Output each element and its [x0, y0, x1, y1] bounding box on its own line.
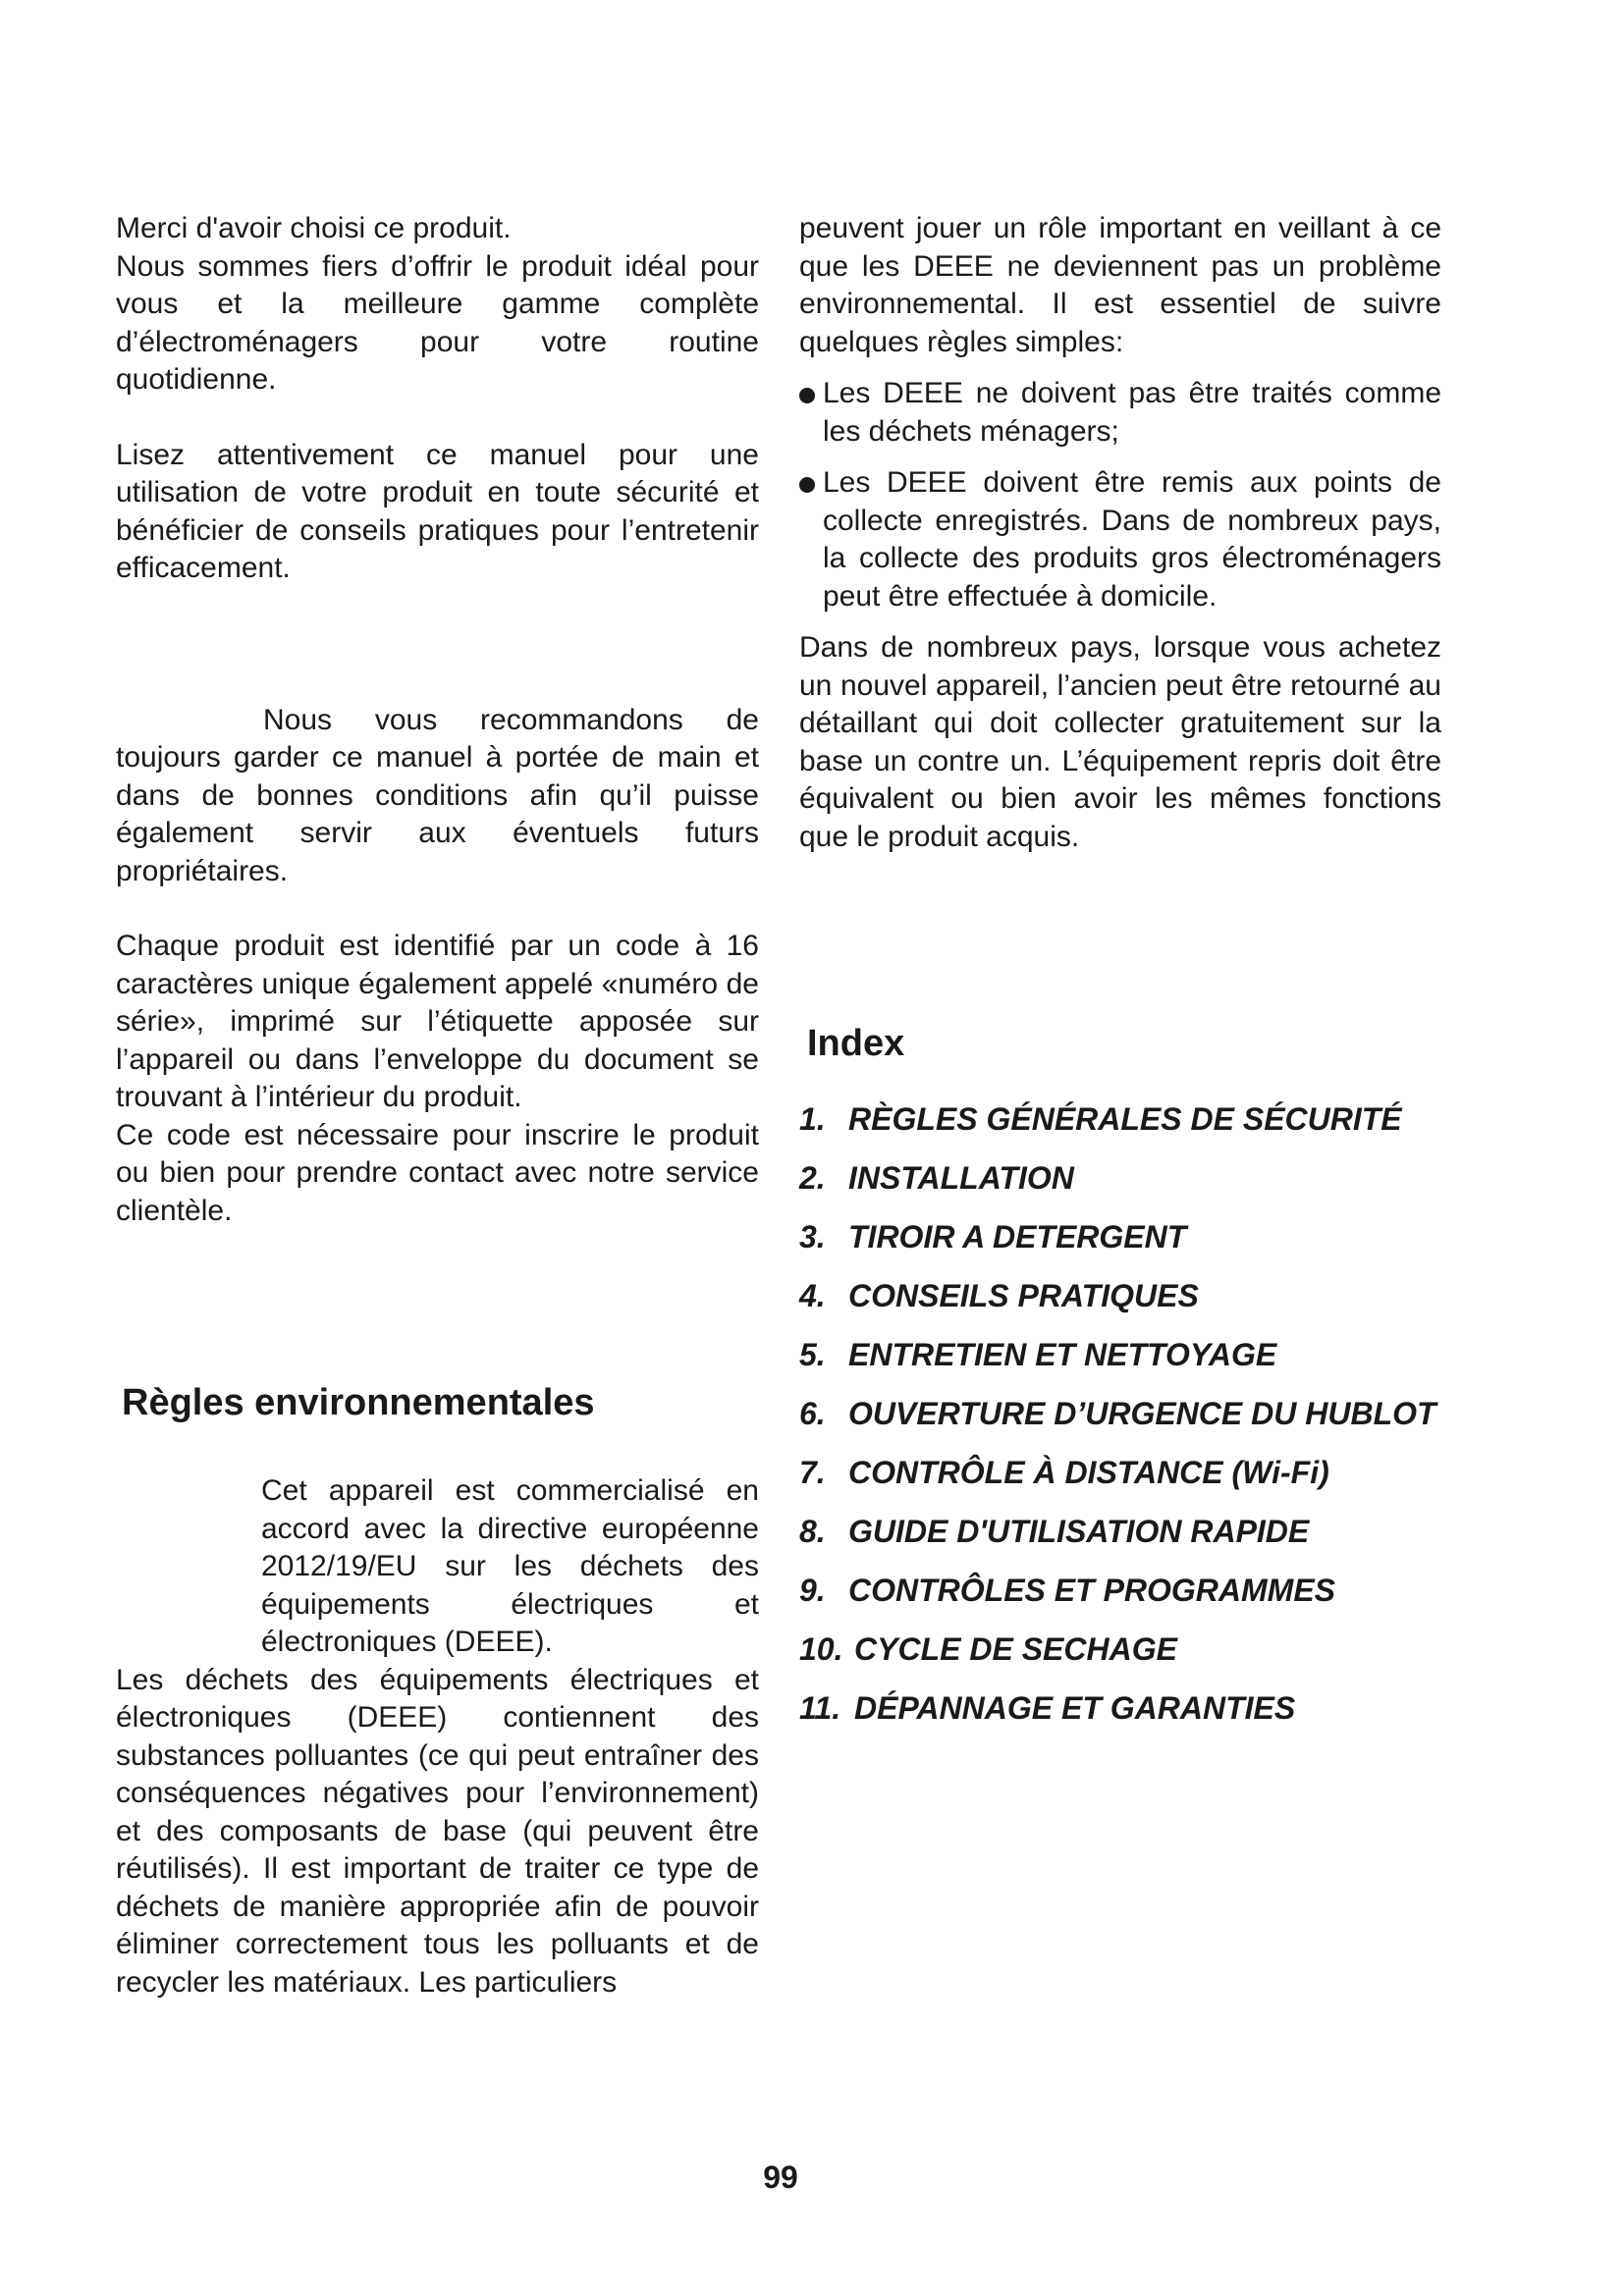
bullet-text: Les DEEE doivent être remis aux points de collecte enregistrés. Dans de nombreux pays, la collecte des produits gros électroménagers peut être effectuée à domicile. [823, 466, 1441, 613]
environment-body: Les déchets des équipements électriques et électroniques (DEEE) contiennent des substances polluantes (ce qui peut entraîner des conséquences négatives pour l’environnement) et des composants de base (qui peuvent être réutilisés). Il est important de traiter ce type de déchets de manière appropriée afin de pouvoir éliminer correctement tous les polluants et de recycler les matériaux. Les particuliers [116, 1663, 759, 1999]
bullet-item [799, 375, 1441, 451]
index-item[interactable]: 3. TIROIR A DETERGENT [799, 1219, 1187, 1255]
index-item[interactable]: 4. CONSEILS PRATIQUES [799, 1278, 1199, 1313]
serial-code-usage-paragraph: Ce code est nécessaire pour inscrire le produit ou bien pour prendre contact avec notre service clientèle. [116, 1118, 759, 1227]
keep-manual-paragraph: Nous vous recommandons de toujours garder ce manuel à portée de main et dans de bonnes conditions afin qu’il puisse également servir aux éventuels futurs propriétaires. [116, 703, 759, 887]
serial-number-paragraph: Chaque produit est identifié par un code à 16 caractères unique également appelé «numéro de série», imprimé sur l’étiquette apposée sur l’appareil ou dans l’enveloppe du document se trouvant à l’intérieur du produit. [116, 930, 759, 1113]
environment-section [116, 1472, 759, 2002]
bullet-icon [799, 388, 815, 403]
index-item[interactable]: 7. CONTRÔLE À DISTANCE (Wi-Fi) [799, 1455, 1329, 1490]
take-back-paragraph: Dans de nombreux pays, lorsque vous achetez un nouvel appareil, l’ancien peut être retourné au détaillant qui doit collecter gratuitement sur la base un contre un. L’équipement repris doit être équivalent ou bien avoir les mêmes fonctions que le produit acquis. [799, 631, 1441, 853]
page-number: 99 [763, 2160, 798, 2195]
weee-continuation-paragraph: peuvent jouer un rôle important en veillant à ce que les DEEE ne deviennent pas un problème environnemental. Il est essentiel de suivre quelques règles simples: [799, 212, 1441, 358]
index-item[interactable]: 2. INSTALLATION [799, 1160, 1074, 1196]
bullet-icon [799, 477, 815, 493]
index-item[interactable]: 9. CONTRÔLES ET PROGRAMMES [799, 1573, 1336, 1608]
bullet-item [799, 464, 1441, 615]
index-list [799, 1099, 1447, 1747]
index-item[interactable]: 6. OUVERTURE D’URGENCE DU HUBLOT [799, 1396, 1436, 1431]
index-item[interactable]: 5. ENTRETIEN ET NETTOYAGE [799, 1337, 1277, 1372]
welcome-paragraph: Merci d'avoir choisi ce produit. [116, 212, 512, 244]
right-column [799, 210, 1441, 856]
bullet-text: Les DEEE ne doivent pas être traités comme les déchets ménagers; [823, 377, 1441, 448]
intro-paragraph: Nous sommes fiers d’offrir le produit idéal pour vous et la meilleure gamme complète d’électroménagers pour votre routine quotidienne. [116, 249, 759, 396]
read-manual-paragraph: Lisez attentivement ce manuel pour une utilisation de votre produit en toute sécurité et bénéficier de conseils pratiques pour l’entretenir efficacement. [116, 438, 759, 584]
index-item[interactable]: 10. CYCLE DE SECHAGE [799, 1631, 1177, 1667]
index-item[interactable]: 8. GUIDE D'UTILISATION RAPIDE [799, 1514, 1310, 1549]
environment-heading: Règles environnementales [122, 1382, 595, 1423]
environment-intro: Cet appareil est commercialisé en accord avec la directive européenne 2012/19/EU sur les déchets des équipements électriques et électroniques (DEEE). [261, 1474, 759, 1658]
index-item[interactable]: 1. RÈGLES GÉNÉRALES DE SÉCURITÉ [799, 1101, 1402, 1137]
left-column [116, 210, 759, 1230]
index-item[interactable]: 11. DÉPANNAGE ET GARANTIES [799, 1690, 1296, 1726]
index-heading: Index [807, 1023, 905, 1064]
